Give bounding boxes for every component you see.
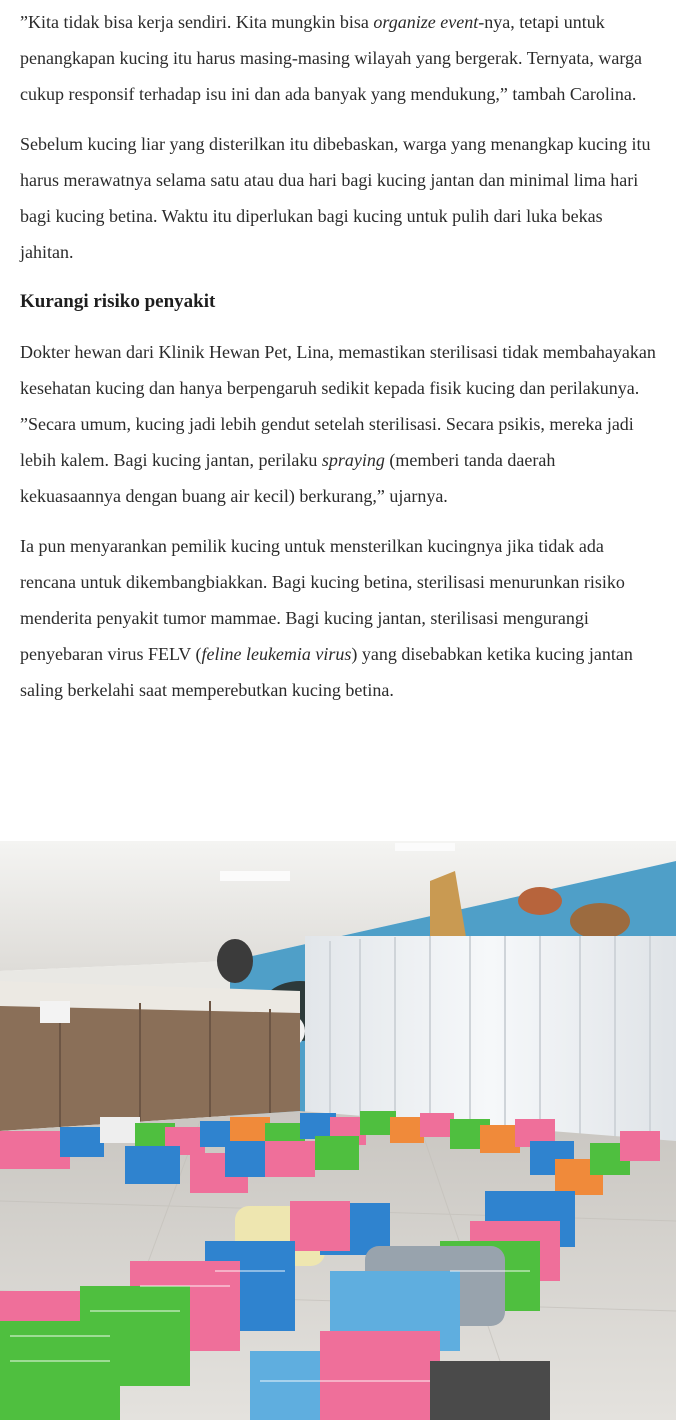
paragraph-2: Sebelum kucing liar yang disterilkan itu dibebaskan, warga yang menangkap kucing itu harus merawatnya selama satu atau dua hari bagi kucing jantan dan minimal lima hari bagi kucing betina. Waktu itu diperlukan bagi kucing untuk pulih dari luka bekas jahitan.	[20, 134, 651, 262]
cat-carriers-room-illustration	[0, 841, 676, 1420]
emphasis-spraying: spraying	[321, 450, 385, 470]
squirrel-mural	[570, 903, 630, 939]
paragraph-1: ”Kita tidak bisa kerja sendiri. Kita mungkin bisa organize event-nya, tetapi untuk penangkapan kucing itu harus masing-masing wilayah yang bergerak. Ternyata, warga cukup responsif terhadap isu ini dan ada banyak yang mendukung,” tambah Carolina.	[20, 12, 643, 104]
paragraph-4: Ia pun menyarankan pemilik kucing untuk mensterilkan kucingnya jika tidak ada rencana untuk dikembangbiakkan. Bagi kucing betina, sterilisasi menurunkan risiko menderita penyakit tumor mammae. Bagi kucing jantan, sterilisasi mengurangi penyebaran virus FELV (feline leukemia virus) yang disebabkan ketika kucing jantan saling berkelahi saat memperebutkan kucing betina.	[20, 536, 633, 700]
ceiling-light	[395, 843, 455, 851]
article-body	[0, 4, 676, 708]
bird-mural	[518, 887, 562, 915]
emphasis-felv: feline leukemia virus	[201, 644, 352, 664]
rabbit-mural	[217, 939, 253, 983]
ceiling-light	[220, 871, 290, 881]
emphasis-organize-event: organize event	[373, 12, 479, 32]
paragraph-3: Dokter hewan dari Klinik Hewan Pet, Lina, memastikan sterilisasi tidak membahayakan kesehatan kucing dan hanya berpengaruh sedikit kepada fisik kucing dan perilakunya. ”Secara umum, kucing jadi lebih gendut setelah sterilisasi. Secara psikis, mereka jadi lebih kalem. Bagi kucing jantan, perilaku spraying (memberi tanda daerah kekuasaannya dengan buang air kecil) berkurang,” ujarnya.	[20, 342, 656, 506]
wall-sign	[40, 1001, 70, 1023]
article-photo	[0, 841, 676, 1420]
section-heading: Kurangi risiko penyakit	[20, 291, 216, 312]
